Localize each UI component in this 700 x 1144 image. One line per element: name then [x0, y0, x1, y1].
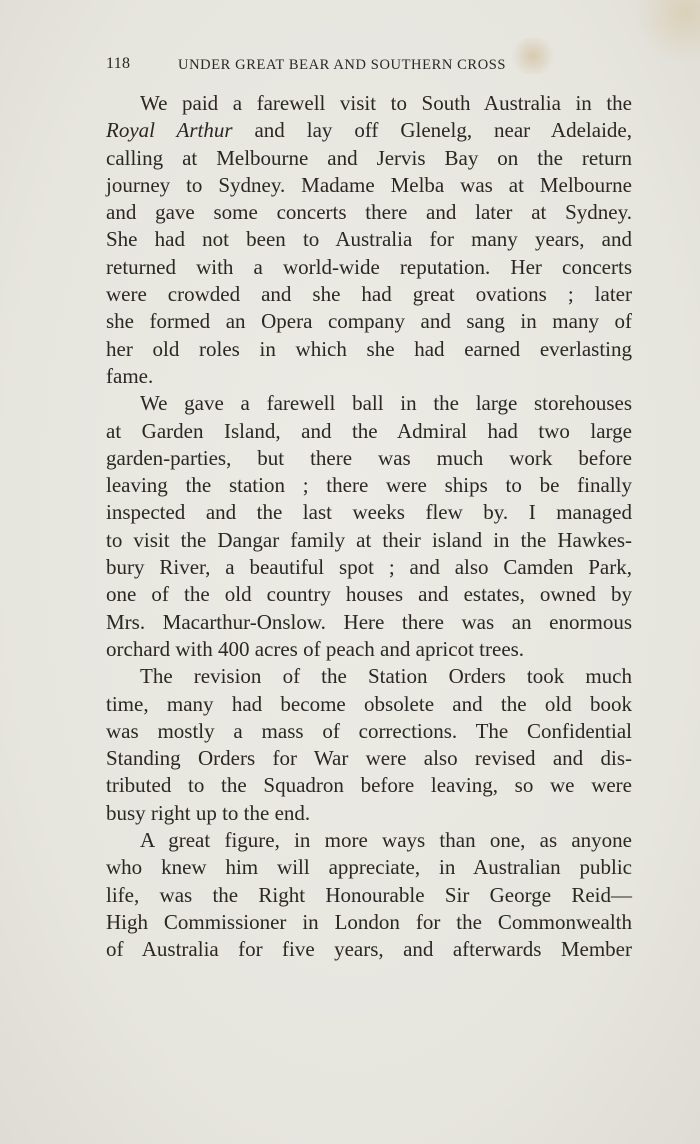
- text-line: We paid a farewell visit to South Australia in the: [140, 91, 632, 115]
- text-line: Royal Arthur and lay off Glenelg, near Adelaide,: [106, 118, 632, 143]
- text-line: returned with a world-wide reputation. Her concerts: [106, 254, 632, 279]
- text-line: fame.: [106, 363, 154, 388]
- text-line: A great figure, in more ways than one, as anyone: [140, 828, 632, 853]
- ship-name: Royal Arthur: [106, 118, 233, 143]
- text-line: bury River, a beautiful spot ; and also Camden Park,: [106, 555, 632, 580]
- text-line: her old roles in which she had earned everlasting: [106, 336, 632, 361]
- text-line: High Commissioner in London for the Commonwealth: [106, 909, 632, 934]
- text-line: were crowded and she had great ovations ; later: [106, 282, 632, 307]
- text-line: who knew him will appreciate, in Australian public: [106, 855, 632, 880]
- text-line: one of the old country houses and estates, owned by: [106, 582, 632, 607]
- page-header: [106, 55, 636, 79]
- text-line: leaving the station ; there were ships to be finally: [106, 473, 632, 498]
- text-line: The revision of the Station Orders took much: [140, 664, 632, 689]
- paper-stain: [630, 0, 700, 60]
- text-line: She had not been to Australia for many years, and: [106, 227, 632, 252]
- text-line: she formed an Opera company and sang in many of: [106, 309, 632, 334]
- text-line: Standing Orders for War were also revised and dis-: [106, 746, 632, 771]
- text-line: tributed to the Squadron before leaving, so we were: [106, 773, 632, 798]
- running-head: UNDER GREAT BEAR AND SOUTHERN CROSS: [178, 57, 507, 73]
- text-line: inspected and the last weeks flew by. I managed: [106, 500, 632, 525]
- text-line: life, was the Right Honourable Sir George Reid—: [106, 882, 632, 907]
- text-line: and gave some concerts there and later at Sydney.: [106, 200, 632, 225]
- body-text: [106, 90, 632, 964]
- text-line: was mostly a mass of corrections. The Confidential: [106, 718, 632, 743]
- text-line: orchard with 400 acres of peach and apricot trees.: [106, 636, 525, 661]
- text-line: busy right up to the end.: [106, 800, 311, 825]
- text-line: to visit the Dangar family at their island in the Hawkes-: [106, 527, 632, 552]
- text-line: of Australia for five years, and afterwards Member: [106, 937, 632, 962]
- text-line: garden-parties, but there was much work before: [106, 445, 632, 470]
- text-line: at Garden Island, and the Admiral had two large: [106, 418, 632, 443]
- text-line: journey to Sydney. Madame Melba was at Melbourne: [106, 172, 632, 197]
- page-number: 118: [106, 55, 131, 72]
- text-line: We gave a farewell ball in the large storehouses: [140, 391, 632, 416]
- text-line: Mrs. Macarthur-Onslow. Here there was an enormous: [106, 609, 632, 634]
- text-line: calling at Melbourne and Jervis Bay on the return: [106, 145, 632, 170]
- text-line: time, many had become obsolete and the old book: [106, 691, 632, 716]
